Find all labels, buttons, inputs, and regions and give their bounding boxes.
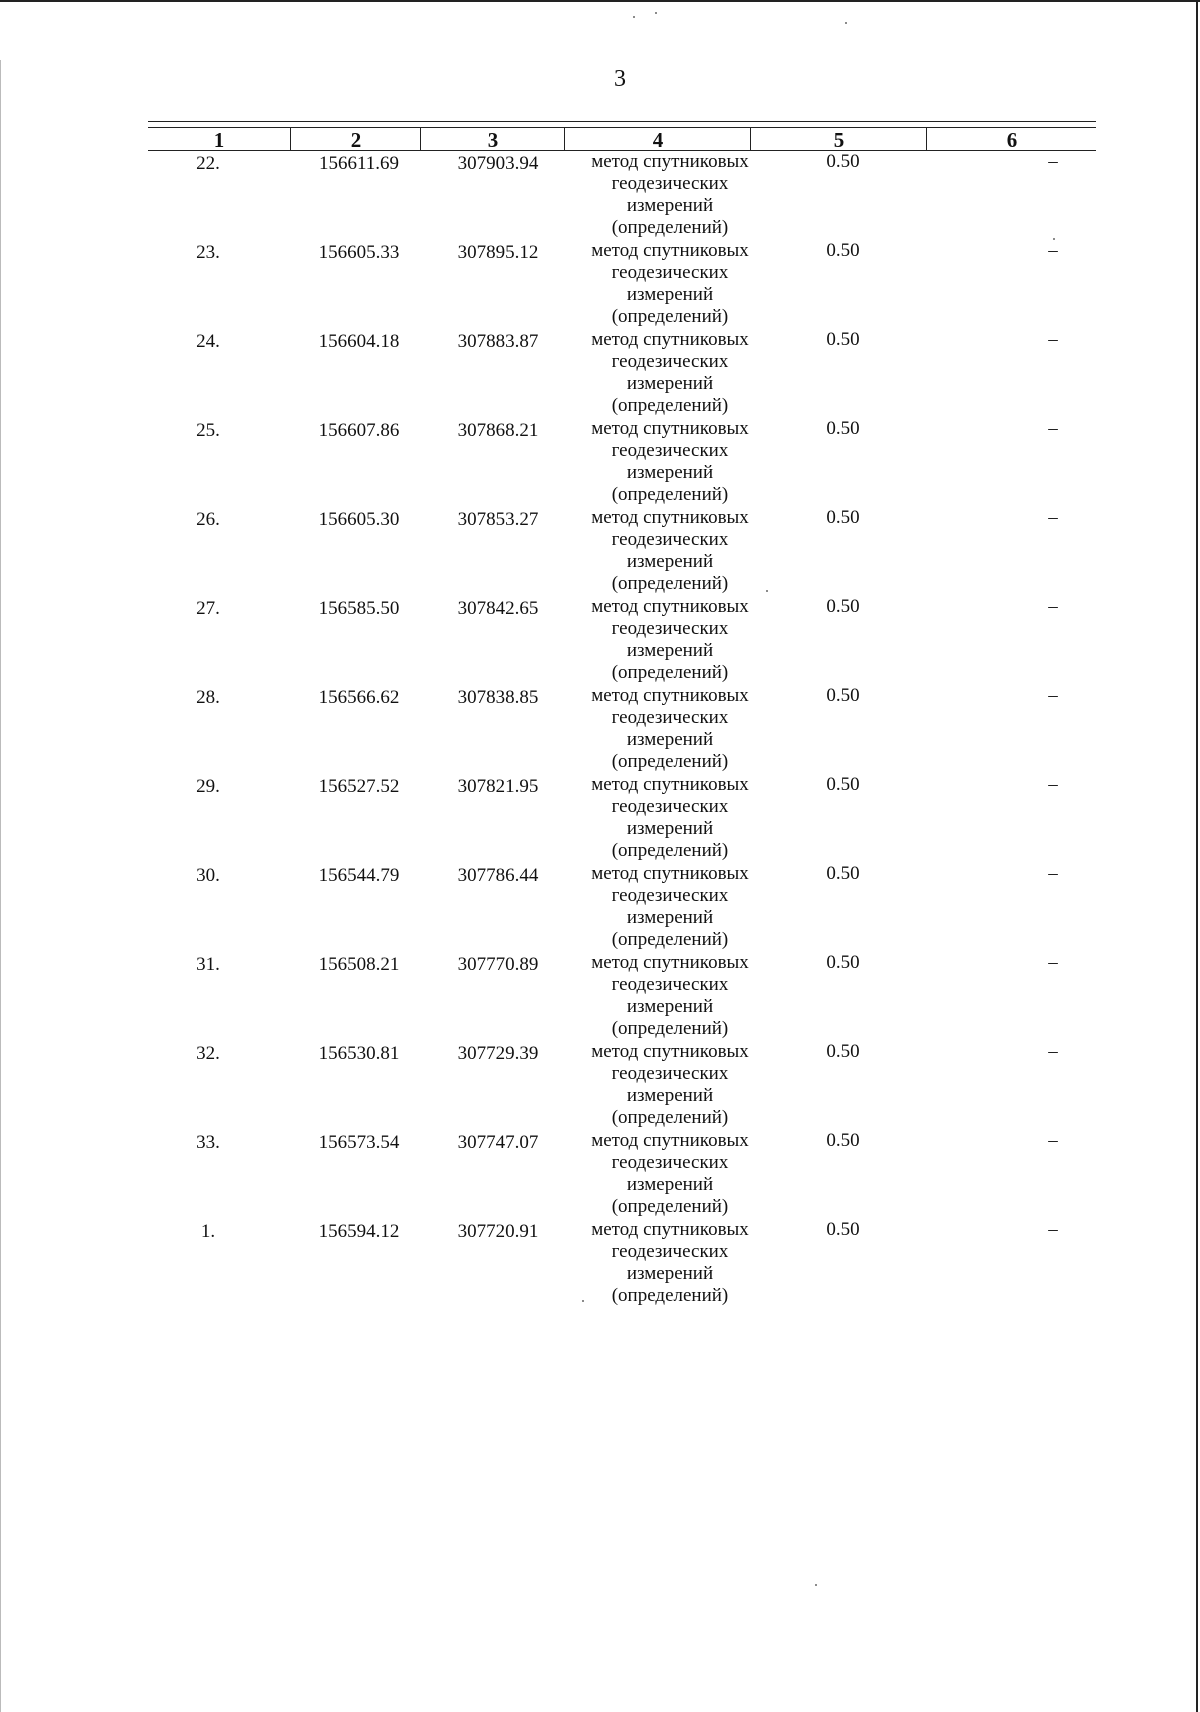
coordinate-y: 307770.89 bbox=[457, 954, 539, 975]
method-line: метод спутниковых bbox=[591, 329, 749, 350]
method-line: метод спутниковых bbox=[591, 1130, 749, 1151]
method-line: измерений bbox=[626, 462, 714, 483]
point-number: 24. bbox=[196, 331, 220, 352]
method-line: геодезических bbox=[611, 796, 729, 817]
method-description bbox=[555, 240, 785, 328]
method-description bbox=[555, 1130, 785, 1218]
coordinate-y: 307729.39 bbox=[457, 1043, 539, 1064]
coordinate-y: 307903.94 bbox=[457, 153, 539, 174]
table-header bbox=[148, 127, 1096, 151]
method-line: метод спутниковых bbox=[591, 863, 749, 884]
method-line: геодезических bbox=[611, 529, 729, 550]
coordinate-x: 156605.30 bbox=[318, 509, 400, 530]
coordinate-x: 156594.12 bbox=[318, 1221, 400, 1242]
method-line: геодезических bbox=[611, 974, 729, 995]
point-number: 22. bbox=[196, 153, 220, 174]
method-line: (определений) bbox=[611, 1285, 729, 1306]
method-line: (определений) bbox=[611, 929, 729, 950]
method-line: геодезических bbox=[611, 1241, 729, 1262]
accuracy-value: 0.50 bbox=[826, 1041, 860, 1062]
scan-speck bbox=[845, 22, 847, 24]
note-value: – bbox=[1048, 1130, 1058, 1151]
method-line: (определений) bbox=[611, 1196, 729, 1217]
coordinate-x: 156607.86 bbox=[318, 420, 400, 441]
point-number: 28. bbox=[196, 687, 220, 708]
method-line: метод спутниковых bbox=[591, 418, 749, 439]
coordinate-y: 307720.91 bbox=[457, 1221, 539, 1242]
accuracy-value: 0.50 bbox=[826, 329, 860, 350]
method-line: измерений bbox=[626, 1085, 714, 1106]
table-row bbox=[148, 151, 1096, 240]
coordinate-x: 156508.21 bbox=[318, 954, 400, 975]
method-description bbox=[555, 596, 785, 684]
scan-speck bbox=[815, 1584, 817, 1586]
table-row bbox=[148, 329, 1096, 418]
method-line: (определений) bbox=[611, 1018, 729, 1039]
point-number: 1. bbox=[200, 1221, 216, 1242]
method-line: геодезических bbox=[611, 351, 729, 372]
method-description bbox=[555, 1219, 785, 1307]
method-line: измерений bbox=[626, 640, 714, 661]
method-description bbox=[555, 151, 785, 239]
coordinate-y: 307786.44 bbox=[457, 865, 539, 886]
table-row bbox=[148, 1130, 1096, 1219]
method-line: геодезических bbox=[611, 1063, 729, 1084]
table-row bbox=[148, 774, 1096, 863]
note-value: – bbox=[1048, 151, 1058, 172]
method-line: (определений) bbox=[611, 662, 729, 683]
scan-speck bbox=[633, 16, 635, 18]
method-line: измерений bbox=[626, 373, 714, 394]
point-number: 27. bbox=[196, 598, 220, 619]
table-row bbox=[148, 1041, 1096, 1130]
header-col-6: 6 bbox=[926, 128, 1097, 150]
method-line: (определений) bbox=[611, 840, 729, 861]
point-number: 32. bbox=[196, 1043, 220, 1064]
method-line: геодезических bbox=[611, 618, 729, 639]
point-number: 33. bbox=[196, 1132, 220, 1153]
coordinate-y: 307883.87 bbox=[457, 331, 539, 352]
method-line: измерений bbox=[626, 551, 714, 572]
coordinate-x: 156611.69 bbox=[318, 153, 400, 174]
method-line: геодезических bbox=[611, 173, 729, 194]
method-description bbox=[555, 507, 785, 595]
coordinate-y: 307747.07 bbox=[457, 1132, 539, 1153]
coordinate-x: 156573.54 bbox=[318, 1132, 400, 1153]
header-col-5: 5 bbox=[750, 128, 927, 150]
header-col-3: 3 bbox=[420, 128, 565, 150]
method-line: метод спутниковых bbox=[591, 151, 749, 172]
accuracy-value: 0.50 bbox=[826, 507, 860, 528]
accuracy-value: 0.50 bbox=[826, 952, 860, 973]
method-line: метод спутниковых bbox=[591, 240, 749, 261]
coordinate-x: 156605.33 bbox=[318, 242, 400, 263]
method-line: геодезических bbox=[611, 885, 729, 906]
note-value: – bbox=[1048, 596, 1058, 617]
method-description bbox=[555, 1041, 785, 1129]
note-value: – bbox=[1048, 1041, 1058, 1062]
table-row bbox=[148, 240, 1096, 329]
note-value: – bbox=[1048, 685, 1058, 706]
header-col-4: 4 bbox=[564, 128, 751, 150]
method-description bbox=[555, 952, 785, 1040]
accuracy-value: 0.50 bbox=[826, 418, 860, 439]
method-line: (определений) bbox=[611, 751, 729, 772]
coordinate-x: 156604.18 bbox=[318, 331, 400, 352]
coordinate-x: 156527.52 bbox=[318, 776, 400, 797]
table-top-rule bbox=[148, 121, 1096, 122]
method-line: (определений) bbox=[611, 217, 729, 238]
point-number: 29. bbox=[196, 776, 220, 797]
table-row bbox=[148, 596, 1096, 685]
method-description bbox=[555, 685, 785, 773]
scan-speck bbox=[655, 12, 657, 14]
accuracy-value: 0.50 bbox=[826, 240, 860, 261]
accuracy-value: 0.50 bbox=[826, 774, 860, 795]
table-row bbox=[148, 685, 1096, 774]
point-number: 26. bbox=[196, 509, 220, 530]
method-line: измерений bbox=[626, 907, 714, 928]
table-row bbox=[148, 952, 1096, 1041]
note-value: – bbox=[1048, 418, 1058, 439]
coordinate-x: 156585.50 bbox=[318, 598, 400, 619]
point-number: 31. bbox=[196, 954, 220, 975]
method-line: геодезических bbox=[611, 440, 729, 461]
page-top-edge bbox=[0, 0, 1200, 2]
note-value: – bbox=[1048, 329, 1058, 350]
method-line: (определений) bbox=[611, 573, 729, 594]
method-description bbox=[555, 774, 785, 862]
method-line: метод спутниковых bbox=[591, 1219, 749, 1240]
header-col-2: 2 bbox=[290, 128, 421, 150]
method-line: геодезических bbox=[611, 707, 729, 728]
method-line: метод спутниковых bbox=[591, 774, 749, 795]
page-right-edge bbox=[1196, 0, 1198, 1712]
coordinate-y: 307842.65 bbox=[457, 598, 539, 619]
note-value: – bbox=[1048, 1219, 1058, 1240]
coordinate-x: 156566.62 bbox=[318, 687, 400, 708]
note-value: – bbox=[1048, 952, 1058, 973]
method-line: (определений) bbox=[611, 484, 729, 505]
note-value: – bbox=[1048, 240, 1058, 261]
method-line: геодезических bbox=[611, 1152, 729, 1173]
method-line: измерений bbox=[626, 1263, 714, 1284]
method-description bbox=[555, 329, 785, 417]
method-line: метод спутниковых bbox=[591, 507, 749, 528]
method-line: измерений bbox=[626, 729, 714, 750]
accuracy-value: 0.50 bbox=[826, 1219, 860, 1240]
method-line: метод спутниковых bbox=[591, 685, 749, 706]
coordinate-y: 307853.27 bbox=[457, 509, 539, 530]
method-line: (определений) bbox=[611, 306, 729, 327]
coordinate-y: 307821.95 bbox=[457, 776, 539, 797]
method-line: геодезических bbox=[611, 262, 729, 283]
page-left-edge bbox=[0, 60, 1, 1712]
point-number: 23. bbox=[196, 242, 220, 263]
method-line: измерений bbox=[626, 195, 714, 216]
header-col-1: 1 bbox=[213, 128, 225, 152]
accuracy-value: 0.50 bbox=[826, 863, 860, 884]
method-description bbox=[555, 418, 785, 506]
point-number: 30. bbox=[196, 865, 220, 886]
accuracy-value: 0.50 bbox=[826, 1130, 860, 1151]
method-line: метод спутниковых bbox=[591, 952, 749, 973]
accuracy-value: 0.50 bbox=[826, 596, 860, 617]
table-row bbox=[148, 1219, 1096, 1308]
method-line: метод спутниковых bbox=[591, 596, 749, 617]
point-number: 25. bbox=[196, 420, 220, 441]
accuracy-value: 0.50 bbox=[826, 151, 860, 172]
method-line: измерений bbox=[626, 1174, 714, 1195]
method-line: измерений bbox=[626, 284, 714, 305]
method-description bbox=[555, 863, 785, 951]
table-row bbox=[148, 418, 1096, 507]
table-row bbox=[148, 863, 1096, 952]
note-value: – bbox=[1048, 863, 1058, 884]
method-line: измерений bbox=[626, 818, 714, 839]
coordinate-x: 156544.79 bbox=[318, 865, 400, 886]
coordinate-y: 307868.21 bbox=[457, 420, 539, 441]
page-number: 3 bbox=[614, 66, 626, 92]
method-line: измерений bbox=[626, 996, 714, 1017]
method-line: (определений) bbox=[611, 1107, 729, 1128]
note-value: – bbox=[1048, 774, 1058, 795]
accuracy-value: 0.50 bbox=[826, 685, 860, 706]
table-row bbox=[148, 507, 1096, 596]
method-line: метод спутниковых bbox=[591, 1041, 749, 1062]
note-value: – bbox=[1048, 507, 1058, 528]
coordinate-x: 156530.81 bbox=[318, 1043, 400, 1064]
coordinate-y: 307838.85 bbox=[457, 687, 539, 708]
method-line: (определений) bbox=[611, 395, 729, 416]
coordinate-y: 307895.12 bbox=[457, 242, 539, 263]
